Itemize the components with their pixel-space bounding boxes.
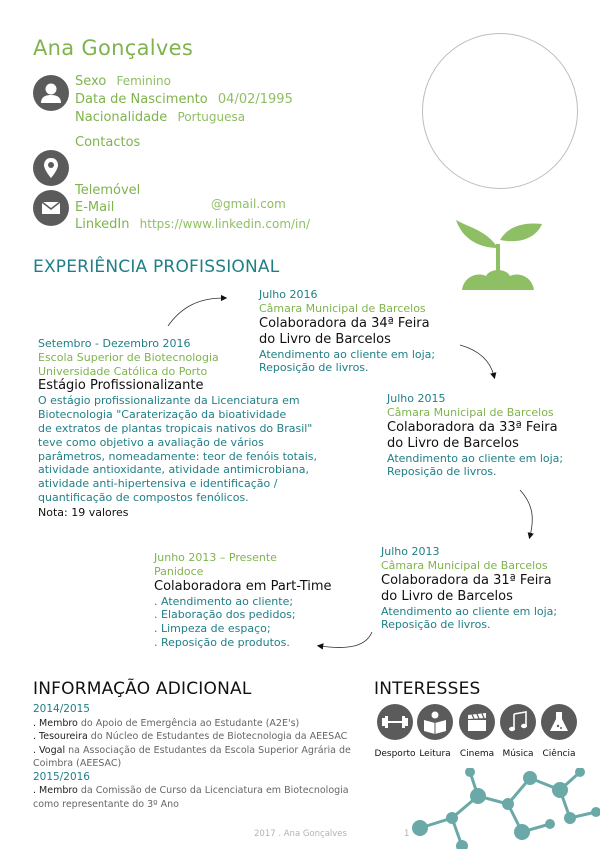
job-desc-line: Reposição de livros.	[259, 361, 369, 375]
job-note: Nota: 19 valores	[38, 505, 129, 519]
job-desc-line: O estágio profissionalizante da Licenciatura em	[38, 394, 300, 408]
email-label: E-Mail	[75, 200, 115, 215]
job-org: Universidade Católica do Porto	[38, 364, 208, 378]
linkedin-label: LinkedIn	[75, 217, 130, 232]
job-feira-31	[381, 545, 586, 632]
science-icon	[541, 704, 577, 740]
job-role: Colaboradora da 34ª Feira	[259, 315, 430, 331]
job-feira-33	[387, 392, 587, 479]
job-role: Estágio Profissionalizante	[38, 378, 204, 394]
job-org: Escola Superior de Biotecnologia	[38, 350, 219, 364]
interest-label: Ciência	[542, 749, 576, 759]
job-desc-line: . Elaboração dos pedidos;	[154, 608, 296, 622]
job-desc-line: quantificação de compostos fenólicos.	[38, 490, 249, 504]
job-desc-line: Atendimento ao cliente em loja;	[381, 604, 558, 618]
job-role: do Livro de Barcelos	[381, 588, 513, 604]
year-label: 2014/2015	[33, 703, 90, 715]
job-desc-line: Atendimento ao cliente em loja;	[259, 347, 436, 361]
job-desc-line: . Reposição de produtos.	[154, 635, 290, 649]
page-number: 1	[404, 829, 410, 839]
interest-label: Música	[502, 749, 534, 759]
cinema-icon	[459, 704, 495, 740]
dob-label: Data de Nascimento	[75, 92, 208, 107]
experience-title: EXPERIÊNCIA PROFISSIONAL	[33, 257, 280, 277]
additional-info	[33, 703, 373, 811]
phone-label: Telemóvel	[75, 183, 141, 198]
job-role: Colaboradora da 31ª Feira	[381, 572, 552, 588]
role-bold: . Vogal	[33, 744, 66, 756]
role-text: do Apoio de Emergência ao Estudante (A2E's)	[77, 717, 300, 729]
job-date: Julho 2016	[259, 288, 318, 301]
job-date: Junho 2013 – Presente	[154, 551, 277, 564]
linkedin-value[interactable]: https://www.linkedin.com/in/	[139, 217, 311, 231]
job-org: Panidoce	[154, 564, 204, 578]
role-text: Coimbra (AEESAC)	[33, 758, 122, 769]
job-desc-line: parâmetros, nomeadamente: teor de fenóis totais,	[38, 449, 317, 463]
job-desc-line: de extratos de plantas tropicais nativos do Brasil"	[38, 421, 313, 435]
role-text: do Núcleo de Estudantes de Biotecnologia da AEESAC	[87, 731, 348, 742]
email-value[interactable]: @gmail.com	[211, 197, 286, 211]
job-role: do Livro de Barcelos	[259, 331, 391, 347]
job-role: Colaboradora em Part-Time	[154, 578, 332, 594]
job-date: Julho 2015	[387, 392, 446, 405]
job-desc-line: Reposição de livros.	[381, 618, 491, 632]
job-desc-line: atividade antioxidante, atividade antimicrobiana,	[38, 463, 309, 477]
role-text: na Associação de Estudantes da Escola Superior Agrária de	[65, 744, 351, 756]
job-role: Colaboradora da 33ª Feira	[387, 419, 558, 435]
job-desc-line: Reposição de livros.	[387, 465, 497, 479]
interest-label: Desporto	[374, 749, 416, 759]
role-text: como representante do 3º Ano	[33, 798, 179, 810]
job-feira-34	[259, 288, 459, 375]
job-org: Câmara Municipal de Barcelos	[259, 301, 426, 315]
sex-value: Feminino	[116, 74, 171, 88]
sport-icon	[377, 704, 413, 740]
job-org: Câmara Municipal de Barcelos	[387, 405, 554, 419]
contacts-label: Contactos	[75, 135, 141, 150]
job-desc-line: Biotecnologia "Caraterização da bioatividade	[38, 408, 287, 422]
nationality-label: Nacionalidade	[75, 110, 168, 125]
job-panidoce	[154, 551, 354, 650]
job-role: do Livro de Barcelos	[387, 435, 519, 451]
dob-value: 04/02/1995	[217, 92, 293, 107]
year-label: 2015/2016	[33, 770, 90, 783]
job-desc-line: Atendimento ao cliente em loja;	[387, 451, 564, 465]
additional-title: INFORMAÇÃO ADICIONAL	[33, 679, 252, 699]
job-desc-line: . Limpeza de espaço;	[154, 622, 271, 636]
job-date: Julho 2013	[381, 545, 440, 558]
job-date: Setembro - Dezembro 2016	[38, 337, 191, 350]
nationality-value: Portuguesa	[177, 110, 246, 124]
interest-label: Leitura	[419, 749, 451, 759]
interests-title: INTERESSES	[374, 679, 481, 699]
role-bold: . Membro	[33, 785, 78, 796]
role-bold: . Membro	[33, 717, 78, 729]
reading-icon	[417, 704, 453, 740]
music-icon	[500, 704, 536, 740]
interest-label: Cinema	[459, 749, 495, 759]
person-name: Ana Gonçalves	[33, 36, 194, 60]
sex-label: Sexo	[75, 74, 107, 89]
job-desc-line: teve como objetivo a avaliação de vários	[38, 435, 264, 449]
footer-text: 2017 . Ana Gonçalves	[254, 829, 347, 839]
role-bold: . Tesoureira	[33, 731, 88, 742]
molecule-decoration	[400, 768, 600, 849]
job-desc-line: . Atendimento ao cliente;	[154, 594, 294, 608]
role-text: da Comissão de Curso da Licenciatura em Biotecnologia	[77, 785, 349, 796]
job-org: Câmara Municipal de Barcelos	[381, 558, 548, 572]
job-desc-line: atividade anti-hipertensiva e identificação /	[38, 477, 278, 491]
